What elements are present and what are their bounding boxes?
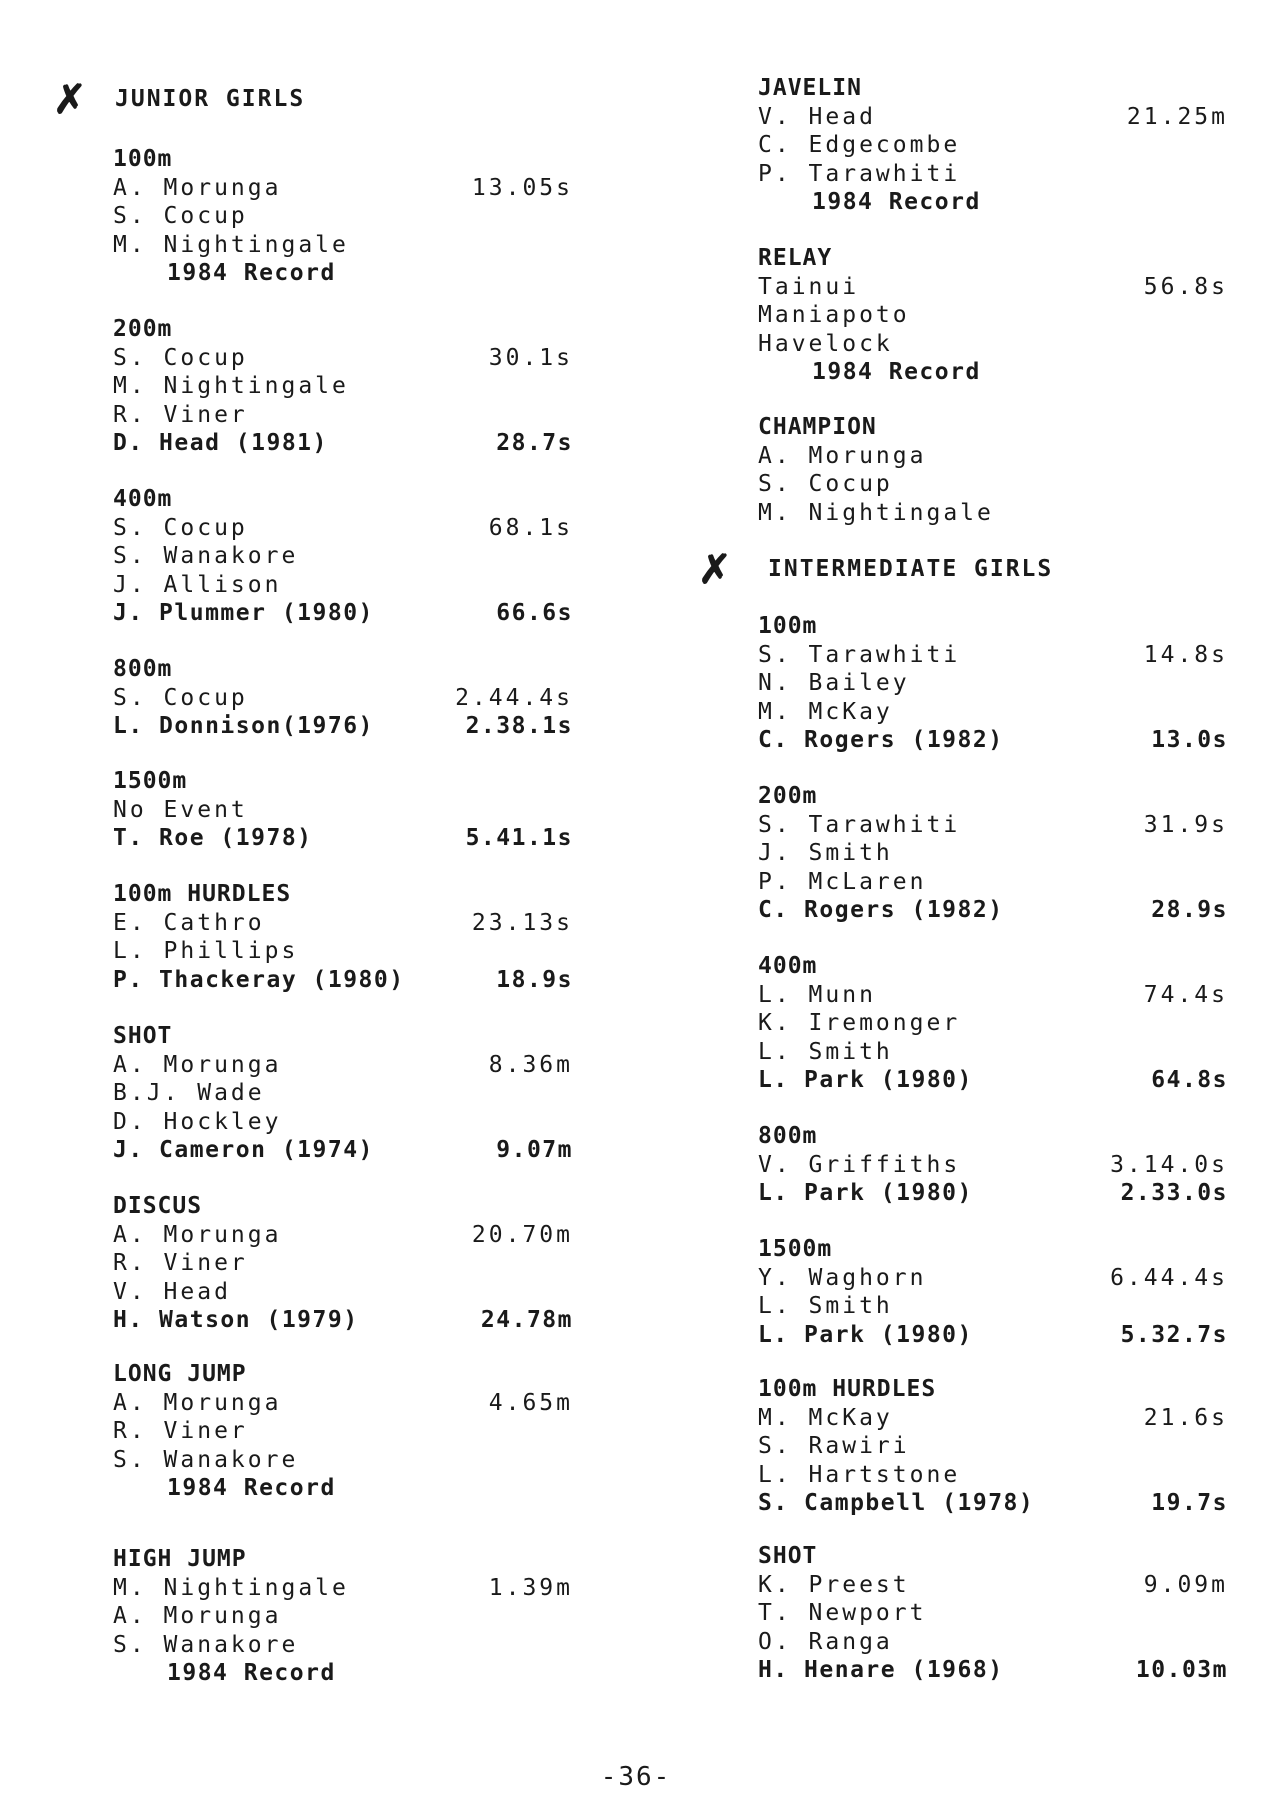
record-holder: S. Campbell (1978) bbox=[758, 1490, 1035, 1516]
record-holder: L. Donnison(1976) bbox=[113, 713, 374, 739]
athlete-name: A. Morunga bbox=[113, 1603, 282, 1629]
result-row bbox=[758, 1264, 1228, 1293]
record-row bbox=[758, 726, 1228, 755]
athlete-name: P. Tarawhiti bbox=[758, 160, 961, 187]
event-block bbox=[758, 782, 1228, 925]
record-row bbox=[113, 824, 573, 853]
record-row bbox=[113, 1306, 573, 1335]
event-title: 100m HURDLES bbox=[113, 881, 292, 907]
event-title: 400m bbox=[758, 953, 818, 979]
athlete-name: L. Phillips bbox=[113, 938, 299, 964]
event-block bbox=[758, 413, 1228, 527]
result-row bbox=[758, 499, 1228, 528]
result-row bbox=[113, 1631, 573, 1660]
event-block bbox=[758, 74, 1228, 217]
result-row bbox=[758, 273, 1228, 302]
event-block bbox=[758, 244, 1228, 387]
result-row bbox=[758, 1571, 1228, 1600]
event-title: RELAY bbox=[758, 245, 833, 271]
athlete-name: S. Rawiri bbox=[758, 1433, 910, 1459]
result-row bbox=[758, 669, 1228, 698]
result-value: 30.1s bbox=[488, 344, 573, 371]
event-title: JAVELIN bbox=[758, 75, 862, 101]
event-block bbox=[113, 767, 573, 853]
athlete-name: S. Wanakore bbox=[113, 543, 299, 569]
result-value: 31.9s bbox=[1143, 811, 1228, 838]
record-holder: P. Thackeray (1980) bbox=[113, 966, 405, 993]
left-section-marker: ✗ bbox=[53, 76, 87, 123]
result-value: 13.05s bbox=[471, 174, 573, 201]
event-title: 800m bbox=[758, 1123, 818, 1149]
event-title: 100m bbox=[113, 146, 173, 172]
record-holder: L. Park (1980) bbox=[758, 1067, 973, 1093]
result-row bbox=[113, 372, 573, 401]
result-row bbox=[113, 542, 573, 571]
event-title: SHOT bbox=[758, 1543, 818, 1569]
athlete-name: M. McKay bbox=[758, 698, 893, 725]
event-title: 800m bbox=[113, 656, 173, 682]
result-row bbox=[113, 1249, 573, 1278]
result-row bbox=[758, 1404, 1228, 1433]
result-row bbox=[758, 131, 1228, 160]
result-row bbox=[758, 1009, 1228, 1038]
event-title: 100m bbox=[758, 613, 818, 639]
new-record-note: 1984 Record bbox=[812, 189, 981, 215]
result-row bbox=[113, 231, 573, 260]
new-record-note: 1984 Record bbox=[167, 260, 336, 286]
result-row bbox=[113, 909, 573, 938]
athlete-name: A. Morunga bbox=[113, 1389, 282, 1416]
athlete-name: V. Head bbox=[113, 1278, 231, 1305]
athlete-name: Y. Waghorn bbox=[758, 1264, 927, 1291]
record-value: 2.38.1s bbox=[465, 713, 573, 739]
event-block bbox=[113, 880, 573, 994]
event-block bbox=[758, 952, 1228, 1095]
event-title: DISCUS bbox=[113, 1193, 203, 1219]
new-record-note: 1984 Record bbox=[167, 1660, 336, 1686]
athlete-name: A. Morunga bbox=[113, 174, 282, 201]
event-title: 200m bbox=[113, 316, 173, 342]
athlete-name: S. Wanakore bbox=[113, 1446, 299, 1473]
record-holder: D. Head (1981) bbox=[113, 430, 328, 456]
athlete-name: S. Cocup bbox=[113, 514, 248, 541]
record-holder: C. Rogers (1982) bbox=[758, 897, 1004, 923]
event-title: HIGH JUMP bbox=[113, 1546, 247, 1572]
result-row bbox=[758, 1599, 1228, 1628]
result-value: 2.44.4s bbox=[455, 684, 573, 711]
event-block bbox=[113, 145, 573, 288]
page-number: -36- bbox=[600, 1762, 672, 1792]
result-value: 56.8s bbox=[1143, 273, 1228, 300]
record-row bbox=[758, 1489, 1228, 1518]
result-value: 74.4s bbox=[1143, 981, 1228, 1008]
athlete-name: J. Allison bbox=[113, 571, 282, 598]
athlete-name: M. Nightingale bbox=[758, 499, 994, 526]
result-value: 20.70m bbox=[471, 1221, 573, 1248]
event-block bbox=[758, 1542, 1228, 1685]
result-row bbox=[113, 1417, 573, 1446]
record-holder: J. Cameron (1974) bbox=[113, 1137, 374, 1163]
result-row bbox=[758, 103, 1228, 132]
record-holder: J. Plummer (1980) bbox=[113, 600, 374, 626]
record-row bbox=[758, 1066, 1228, 1095]
section-heading-junior-girls: JUNIOR GIRLS bbox=[115, 86, 306, 112]
athlete-name: S. Wanakore bbox=[113, 1631, 299, 1658]
result-value: 9.09m bbox=[1143, 1571, 1228, 1598]
event-block bbox=[113, 1360, 573, 1503]
event-title: 1500m bbox=[758, 1236, 833, 1262]
event-title: SHOT bbox=[113, 1023, 173, 1049]
result-row bbox=[113, 571, 573, 600]
record-holder: L. Park (1980) bbox=[758, 1321, 973, 1348]
athlete-name: A. Morunga bbox=[113, 1051, 282, 1078]
athlete-name: T. Newport bbox=[758, 1600, 927, 1626]
result-row bbox=[758, 1461, 1228, 1490]
event-block bbox=[113, 1545, 573, 1688]
result-row bbox=[113, 202, 573, 231]
result-row bbox=[758, 1038, 1228, 1067]
event-title: 1500m bbox=[113, 768, 188, 794]
record-value: 19.7s bbox=[1151, 1490, 1228, 1516]
event-title: LONG JUMP bbox=[113, 1361, 247, 1387]
result-value: 4.65m bbox=[488, 1389, 573, 1416]
result-value: 3.14.0s bbox=[1110, 1151, 1228, 1178]
result-row bbox=[113, 1079, 573, 1108]
result-value: 14.8s bbox=[1143, 641, 1228, 668]
event-title: 200m bbox=[758, 783, 818, 809]
result-row bbox=[758, 330, 1228, 359]
athlete-name: Maniapoto bbox=[758, 302, 910, 328]
record-value: 9.07m bbox=[496, 1137, 573, 1163]
athlete-name: S. Cocup bbox=[758, 471, 893, 497]
result-row bbox=[758, 698, 1228, 727]
athlete-name: M. Nightingale bbox=[113, 1574, 349, 1601]
event-block bbox=[113, 315, 573, 458]
record-row bbox=[113, 429, 573, 458]
record-value: 18.9s bbox=[496, 966, 573, 993]
event-block bbox=[113, 1022, 573, 1165]
result-row bbox=[113, 1446, 573, 1475]
record-value: 28.7s bbox=[496, 430, 573, 456]
result-row bbox=[113, 684, 573, 713]
record-value: 64.8s bbox=[1151, 1067, 1228, 1093]
event-title: 400m bbox=[113, 486, 173, 512]
athlete-name: P. McLaren bbox=[758, 868, 927, 895]
athlete-name: D. Hockley bbox=[113, 1108, 282, 1135]
result-row bbox=[758, 470, 1228, 499]
athlete-name: S. Cocup bbox=[113, 203, 248, 229]
result-row bbox=[113, 937, 573, 966]
result-row bbox=[113, 401, 573, 430]
athlete-name: E. Cathro bbox=[113, 909, 265, 936]
record-row bbox=[758, 1656, 1228, 1685]
record-holder: T. Roe (1978) bbox=[113, 825, 313, 851]
result-row bbox=[758, 811, 1228, 840]
athlete-name: S. Cocup bbox=[113, 344, 248, 371]
record-value: 5.41.1s bbox=[465, 825, 573, 851]
result-row bbox=[113, 1278, 573, 1307]
athlete-name: No Event bbox=[113, 796, 248, 823]
record-value: 5.32.7s bbox=[1120, 1321, 1228, 1348]
result-row bbox=[758, 1151, 1228, 1180]
record-row bbox=[758, 896, 1228, 925]
result-row bbox=[758, 641, 1228, 670]
record-holder: C. Rogers (1982) bbox=[758, 727, 1004, 753]
record-value: 28.9s bbox=[1151, 897, 1228, 923]
result-row bbox=[758, 160, 1228, 189]
record-value: 10.03m bbox=[1135, 1657, 1228, 1683]
athlete-name: R. Viner bbox=[113, 1250, 248, 1276]
record-value: 2.33.0s bbox=[1120, 1180, 1228, 1206]
result-row bbox=[758, 442, 1228, 471]
event-block bbox=[758, 1375, 1228, 1518]
athlete-name: C. Edgecombe bbox=[758, 132, 961, 158]
result-row bbox=[113, 1389, 573, 1418]
event-block bbox=[758, 612, 1228, 755]
result-row bbox=[113, 796, 573, 825]
event-block bbox=[758, 1122, 1228, 1208]
result-value: 6.44.4s bbox=[1110, 1264, 1228, 1291]
athlete-name: O. Ranga bbox=[758, 1628, 893, 1655]
athlete-name: J. Smith bbox=[758, 840, 893, 866]
record-row bbox=[758, 1179, 1228, 1208]
athlete-name: K. Iremonger bbox=[758, 1010, 961, 1036]
result-value: 21.25m bbox=[1126, 103, 1228, 130]
record-holder: L. Park (1980) bbox=[758, 1180, 973, 1206]
athlete-name: B.J. Wade bbox=[113, 1080, 265, 1106]
athlete-name: Havelock bbox=[758, 330, 893, 357]
athlete-name: Tainui bbox=[758, 273, 860, 300]
athlete-name: K. Preest bbox=[758, 1571, 910, 1598]
result-value: 21.6s bbox=[1143, 1404, 1228, 1431]
event-title: CHAMPION bbox=[758, 414, 877, 440]
athlete-name: S. Tarawhiti bbox=[758, 641, 961, 668]
record-holder: H. Watson (1979) bbox=[113, 1307, 359, 1333]
result-row bbox=[758, 1292, 1228, 1321]
athlete-name: R. Viner bbox=[113, 1418, 248, 1444]
result-row bbox=[113, 1051, 573, 1080]
athlete-name: M. Nightingale bbox=[113, 231, 349, 258]
new-record-note: 1984 Record bbox=[167, 1475, 336, 1501]
record-row bbox=[113, 712, 573, 741]
record-row bbox=[758, 1321, 1228, 1350]
record-row bbox=[113, 1136, 573, 1165]
athlete-name: M. Nightingale bbox=[113, 373, 349, 399]
result-row bbox=[758, 868, 1228, 897]
right-section-marker: ✗ bbox=[698, 546, 732, 593]
athlete-name: R. Viner bbox=[113, 401, 248, 428]
result-value: 8.36m bbox=[488, 1051, 573, 1078]
athlete-name: M. McKay bbox=[758, 1404, 893, 1431]
result-value: 23.13s bbox=[471, 909, 573, 936]
result-row bbox=[758, 1628, 1228, 1657]
event-block bbox=[758, 1235, 1228, 1349]
result-row bbox=[113, 344, 573, 373]
result-row bbox=[113, 1602, 573, 1631]
athlete-name: V. Head bbox=[758, 103, 876, 130]
athlete-name: N. Bailey bbox=[758, 670, 910, 696]
record-holder: H. Henare (1968) bbox=[758, 1657, 1004, 1683]
athlete-name: S. Cocup bbox=[113, 684, 248, 711]
result-row bbox=[758, 839, 1228, 868]
result-value: 68.1s bbox=[488, 514, 573, 541]
result-row bbox=[113, 514, 573, 543]
result-row bbox=[113, 1574, 573, 1603]
record-row bbox=[113, 599, 573, 628]
record-value: 24.78m bbox=[480, 1307, 573, 1333]
athlete-name: A. Morunga bbox=[113, 1221, 282, 1248]
event-block bbox=[113, 655, 573, 741]
athlete-name: L. Hartstone bbox=[758, 1461, 961, 1488]
athlete-name: A. Morunga bbox=[758, 442, 927, 469]
athlete-name: V. Griffiths bbox=[758, 1151, 961, 1178]
new-record-note: 1984 Record bbox=[812, 359, 981, 385]
record-value: 66.6s bbox=[496, 600, 573, 626]
event-block bbox=[113, 1192, 573, 1335]
event-title: 100m HURDLES bbox=[758, 1376, 937, 1402]
athlete-name: L. Munn bbox=[758, 981, 876, 1008]
result-value: 1.39m bbox=[488, 1574, 573, 1601]
result-row bbox=[113, 1221, 573, 1250]
result-row bbox=[758, 981, 1228, 1010]
record-row bbox=[113, 966, 573, 995]
record-value: 13.0s bbox=[1151, 727, 1228, 753]
result-row bbox=[113, 174, 573, 203]
section-heading-intermediate-girls: INTERMEDIATE GIRLS bbox=[768, 556, 1054, 582]
result-row bbox=[113, 1108, 573, 1137]
athlete-name: S. Tarawhiti bbox=[758, 811, 961, 838]
athlete-name: L. Smith bbox=[758, 1038, 893, 1065]
athlete-name: L. Smith bbox=[758, 1293, 893, 1319]
result-row bbox=[758, 301, 1228, 330]
result-row bbox=[758, 1432, 1228, 1461]
event-block bbox=[113, 485, 573, 628]
